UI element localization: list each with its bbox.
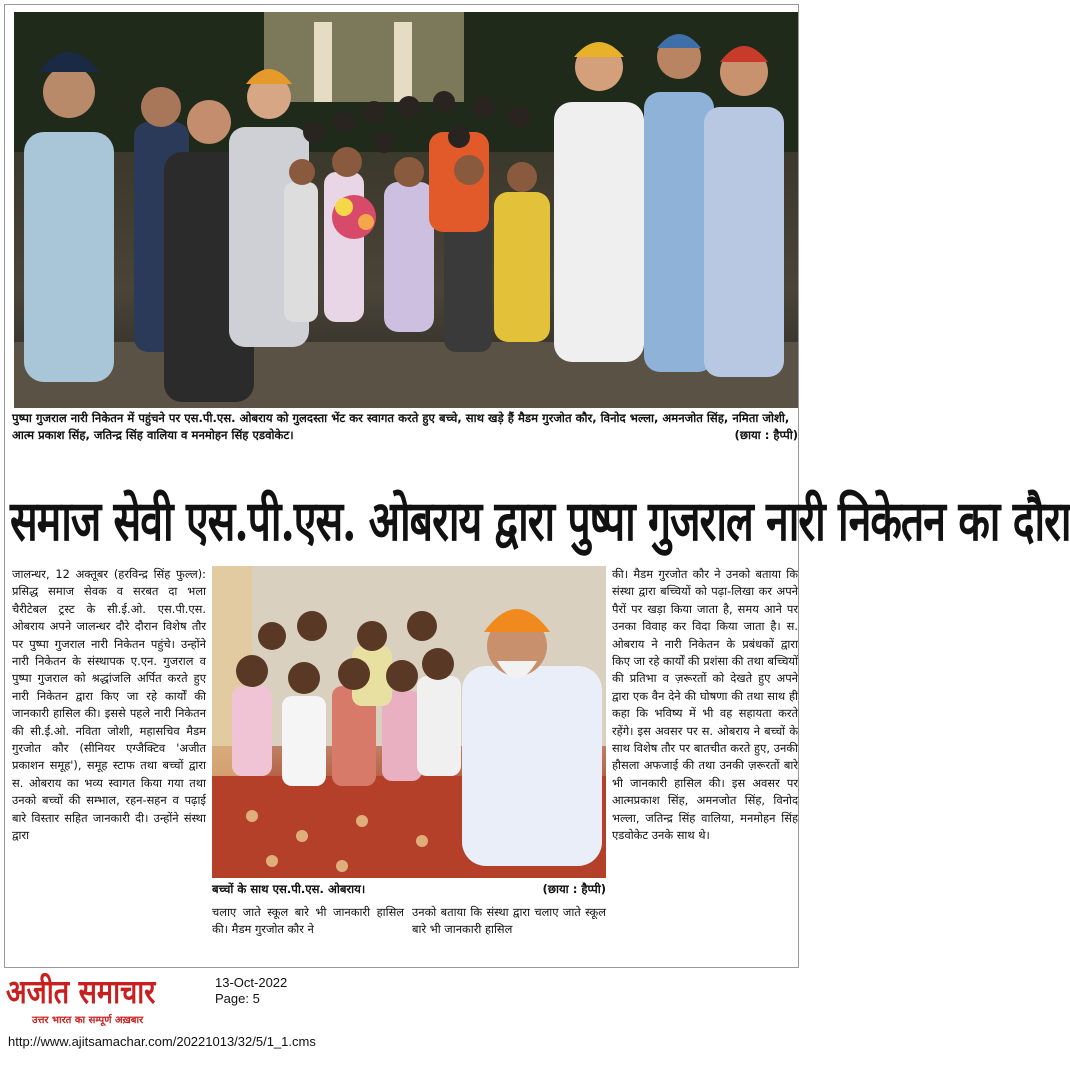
children-photo (212, 566, 606, 878)
group-photo (14, 12, 798, 408)
edition-date: 13-Oct-2022 (215, 975, 288, 990)
article-column-left: जालन्धर, 12 अक्तूबर (हरविन्द्र सिंह फुल्ल): प्रसिद्ध समाज सेवक व सरबत दा भला चैरीटेबल ट्रस्ट के सी.ई.ओ. एस.पी.एस. ओबराय अपने जालन्धर दौरे दौरान विशेष तौर पर पुष्पा गुजराल नारी निकेतन पहुंचे। उन्होंने नारी निकेतन के संस्थापक ए.एन. गुजराल व पुष्पा गुजराल को श्रद्धांजलि अर्पित करते हुए नारी निकेतन द्वारा किए जा रहे कार्यों की जानकारी हासिल की। इससे पहले नारी निकेतन की सी.ई.ओ. नविता जोशी, महासचिव मैडम गुरजोत कौर (सीनियर एग्जैक्टिव 'अजीत प्रकाशन समूह'), समूह स्टाफ तथा बच्चों द्वारा स. ओबराय का भव्य स्वागत किया गया तथा उनको बच्चों की सम्भाल, रहन-सहन व पढ़ाई बारे विस्तार सहित जानकारी दी। उन्होंने संस्था द्वारा (12, 567, 206, 843)
article-column-right: की। मैडम गुरजोत कौर ने उनको बताया कि संस्था द्वारा बच्चियों को पढ़ा-लिखा कर अपने पैरों पर खड़ा किया जाता है, समय आने पर उनका विवाह कर विदा किया जाता है। स. ओबराय ने नारी निकेतन के प्रबंधकों द्वारा किए जा रहे कार्यों की प्रशंसा की तथा बच्चियों की प्रतिभा व ज़रूरतों को देखते हुए अपने द्वारा एक वैन देने की घोषणा की तथा साथ ही कहा कि भविष्य में भी वह सहायता करते रहेंगे। इस अवसर पर स. ओबराय ने बच्चों के साथ विशेष तौर पर बातचीत करते हुए, उनकी हौसला अफजाई की तथा उनकी ज़रूरतों बारे भी जानकारी हासिल की। इस अवसर पर आत्मप्रकाश सिंह, अमनजोत सिंह, विनोद भल्ला, जतिन्द्र सिंह वालिया, मनमोहन सिंह एडवोकेट उनके साथ थे। (612, 567, 798, 843)
masthead-tagline: उत्तर भारत का सम्पूर्ण अख़बार (32, 1015, 144, 1026)
children-photo-caption (212, 882, 606, 897)
top-photo-caption-text: पुष्पा गुजराल नारी निकेतन में पहुंचने पर एस.पी.एस. ओबराय को गुलदस्ता भेंट कर स्वागत करते हुए बच्चे, साथ खड़े हैं मैडम गुरजोत कौर, विनोद भल्ला, अमनजोत सिंह, नमिता जोशी, आत्म प्रकाश सिंह, जतिन्द्र सिंह वालिया व मनमोहन सिंह एडवोकेट। (12, 411, 790, 442)
children-photo-credit: (छाया : हैप्पी) (542, 882, 606, 896)
masthead-name: अजीत समाचार (6, 972, 156, 1011)
edition-info (215, 975, 287, 1007)
article-mid-column-1: चलाए जाते स्कूल बारे भी जानकारी हासिल की। मैडम गुरजोत कौर ने (212, 905, 404, 937)
article-mid-column-2: उनको बताया कि संस्था द्वारा चलाए जाते स्कूल बारे भी जानकारी हासिल (412, 905, 606, 937)
source-url[interactable]: http://www.ajitsamachar.com/20221013/32/5/1_1.cms (8, 1034, 316, 1049)
edition-page: Page: 5 (215, 991, 260, 1006)
headline: समाज सेवी एस.पी.एस. ओबराय द्वारा पुष्पा गुजराल नारी निकेतन का दौरा (10, 488, 1070, 554)
masthead-logo (6, 974, 206, 1030)
top-photo-credit: (छाया : हैप्पी) (734, 428, 798, 442)
top-photo-caption (12, 410, 798, 444)
children-photo-caption-text: बच्चों के साथ एस.पी.एस. ओबराय। (212, 882, 366, 896)
